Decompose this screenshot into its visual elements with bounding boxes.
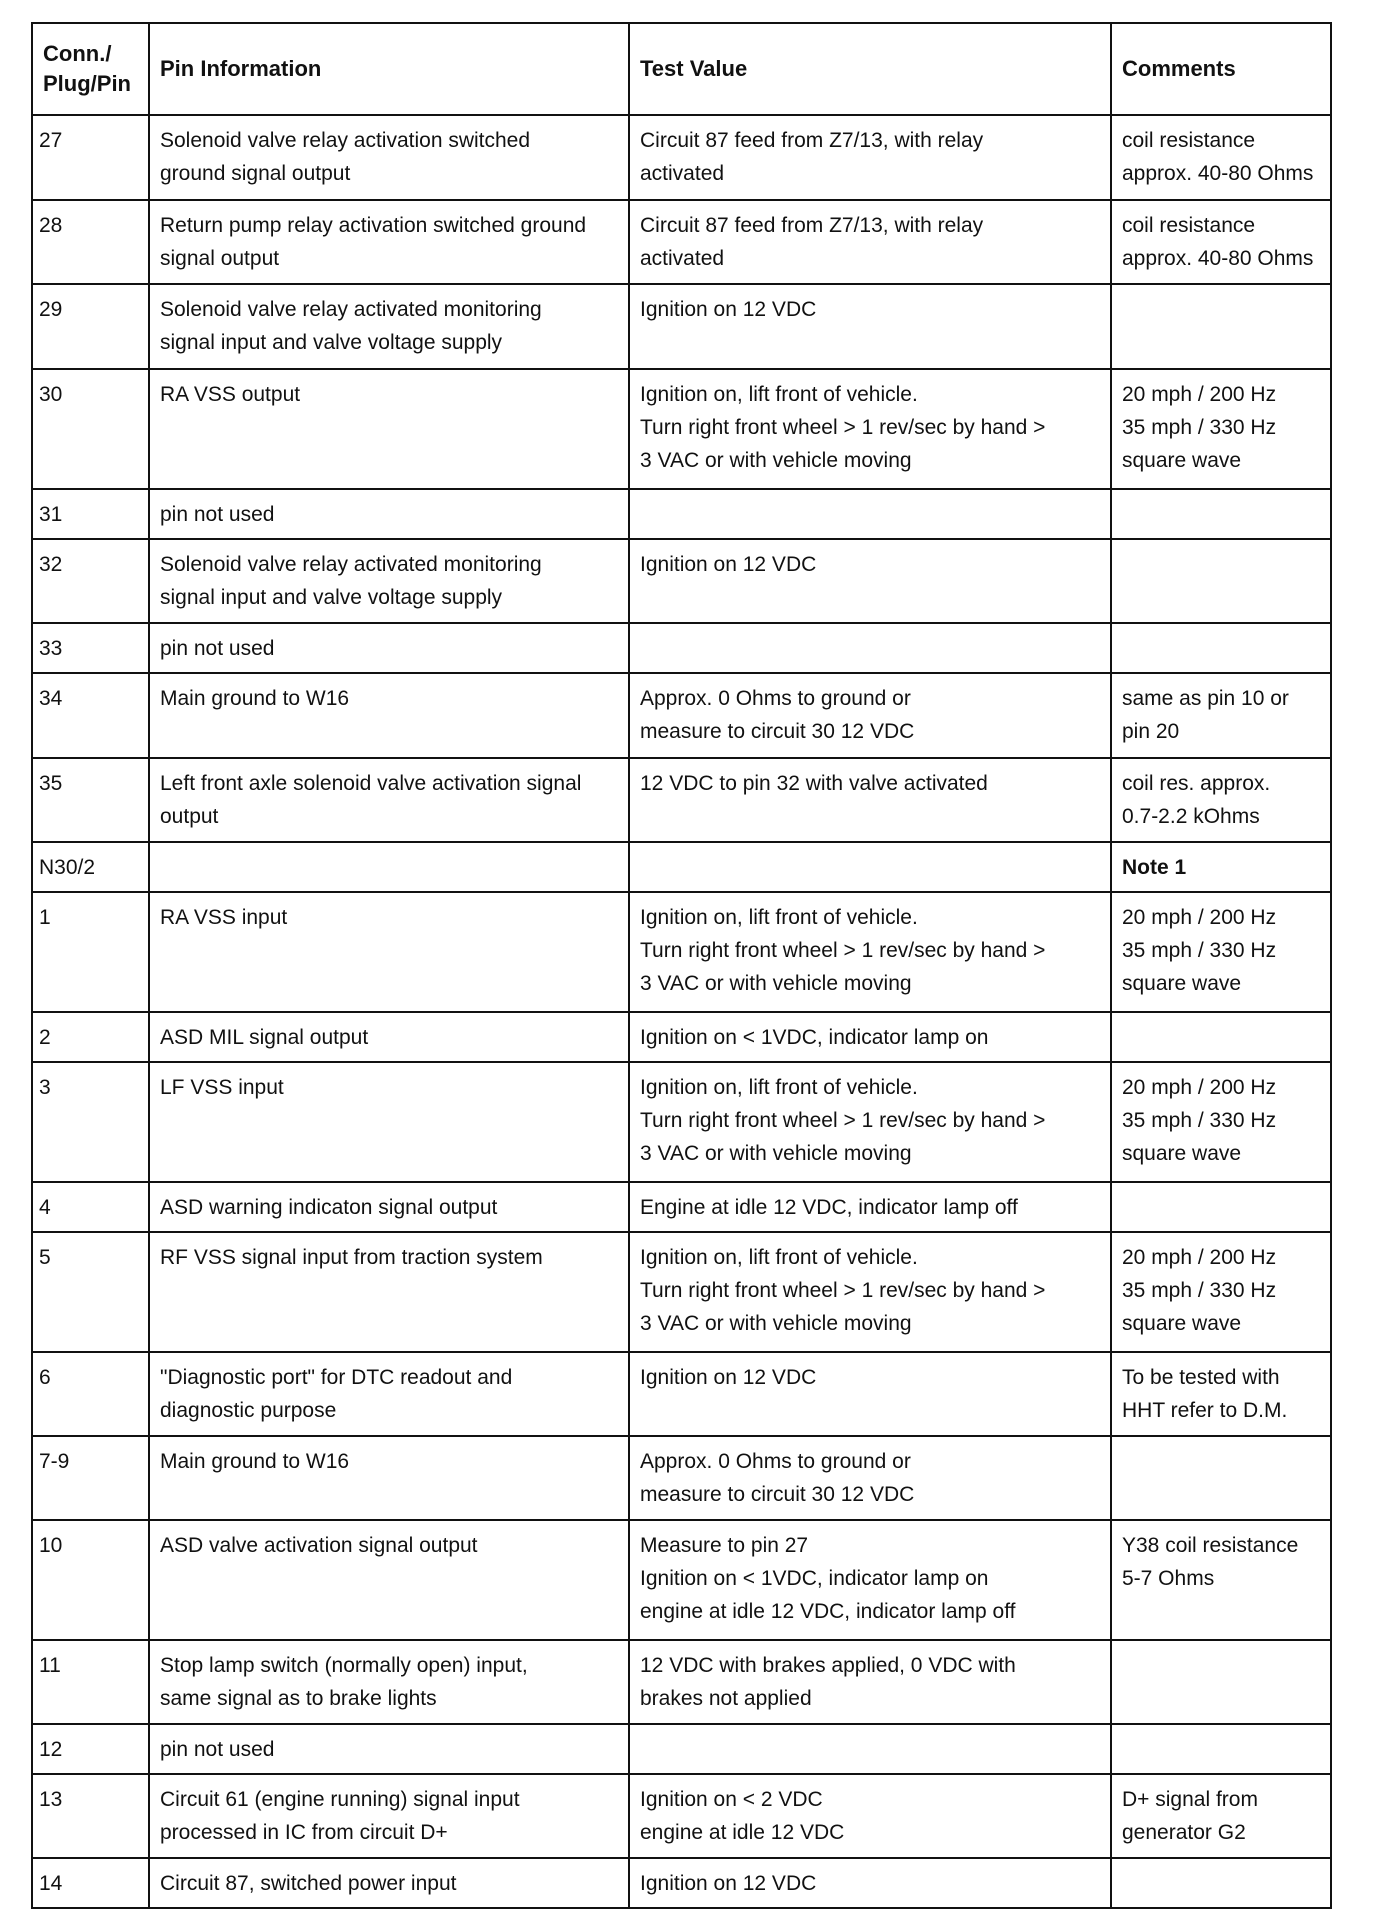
pin-information-cell-text: RF VSS signal input from traction system [160, 1246, 543, 1269]
test-value-cell-text: Ignition on, lift front of vehicle. Turn right front wheel > 1 rev/sec by hand > 3 VAC or with vehicle moving [640, 906, 1046, 995]
pin-information-cell [149, 1520, 629, 1640]
test-value-cell-text: 12 VDC to pin 32 with valve activated [640, 772, 988, 795]
test-value-cell [629, 539, 1111, 623]
pin-cell [32, 1232, 149, 1352]
pin-information-cell-text: Left front axle solenoid valve activation signal output [160, 772, 582, 828]
pin-cell-text: 5 [39, 1246, 51, 1269]
pin-cell-text: 27 [39, 129, 63, 152]
header-conn-plug-pin: Conn./ Plug/Pin [32, 23, 149, 115]
pin-information-cell [149, 1858, 629, 1908]
table-row [32, 1724, 1331, 1774]
comments-cell [1111, 842, 1331, 892]
test-value-cell-text: Approx. 0 Ohms to ground or measure to circuit 30 12 VDC [640, 1450, 915, 1506]
pin-information-cell [149, 892, 629, 1012]
table-row [32, 1182, 1331, 1232]
table-row [32, 1232, 1331, 1352]
test-value-cell [629, 489, 1111, 539]
pin-information-cell-text: Solenoid valve relay activated monitoring signal input and valve voltage supply [160, 298, 542, 354]
comments-cell-text: coil resistance approx. 40-80 Ohms [1122, 214, 1314, 270]
pin-information-cell-text: ASD valve activation signal output [160, 1534, 478, 1557]
pin-cell-text: 14 [39, 1872, 63, 1895]
comments-cell-text: Note 1 [1122, 856, 1187, 879]
pin-information-cell-text: Main ground to W16 [160, 1450, 350, 1473]
pin-cell [32, 115, 149, 200]
pin-information-cell [149, 1774, 629, 1858]
pin-information-cell-text: pin not used [160, 637, 275, 660]
test-value-cell-text: Approx. 0 Ohms to ground or measure to circuit 30 12 VDC [640, 687, 915, 743]
pin-cell [32, 489, 149, 539]
table-row [32, 1858, 1331, 1908]
comments-cell [1111, 200, 1331, 284]
table-row [32, 673, 1331, 758]
pin-information-sheet [31, 22, 1330, 1909]
test-value-cell [629, 758, 1111, 842]
test-value-cell [629, 623, 1111, 673]
pin-cell-text: 10 [39, 1534, 63, 1557]
table-row [32, 284, 1331, 369]
pin-cell-text: 34 [39, 687, 63, 710]
test-value-cell [629, 1012, 1111, 1062]
table-row [32, 200, 1331, 284]
comments-cell [1111, 1724, 1331, 1774]
table-row [32, 1640, 1331, 1724]
comments-cell [1111, 1520, 1331, 1640]
pin-information-cell [149, 1012, 629, 1062]
test-value-cell-text: Ignition on, lift front of vehicle. Turn right front wheel > 1 rev/sec by hand > 3 VAC or with vehicle moving [640, 1246, 1046, 1335]
pin-information-cell-text: LF VSS input [160, 1076, 284, 1099]
test-value-cell [629, 1232, 1111, 1352]
test-value-cell [629, 1352, 1111, 1436]
comments-cell [1111, 1352, 1331, 1436]
test-value-cell [629, 1062, 1111, 1182]
pin-cell [32, 1858, 149, 1908]
header-row [32, 23, 1331, 115]
pin-information-cell [149, 115, 629, 200]
pin-information-cell-text: RA VSS input [160, 906, 288, 929]
comments-cell-text: coil resistance approx. 40-80 Ohms [1122, 129, 1314, 185]
pin-information-cell [149, 758, 629, 842]
test-value-cell [629, 1640, 1111, 1724]
pin-cell-text: 12 [39, 1738, 63, 1761]
comments-cell [1111, 1774, 1331, 1858]
pin-cell-text: 6 [39, 1366, 51, 1389]
pin-cell [32, 539, 149, 623]
table-row [32, 842, 1331, 892]
test-value-cell-text: Ignition on 12 VDC [640, 298, 817, 321]
table-row [32, 892, 1331, 1012]
pin-information-cell-text: "Diagnostic port" for DTC readout and diagnostic purpose [160, 1366, 513, 1422]
comments-cell [1111, 1436, 1331, 1520]
pin-cell-text: 2 [39, 1026, 51, 1049]
test-value-cell-text: 12 VDC with brakes applied, 0 VDC with brakes not applied [640, 1654, 1016, 1710]
comments-cell [1111, 673, 1331, 758]
comments-cell-text: Y38 coil resistance 5-7 Ohms [1122, 1534, 1299, 1590]
pin-cell [32, 200, 149, 284]
table-row [32, 1436, 1331, 1520]
comments-cell [1111, 1062, 1331, 1182]
pin-cell [32, 1352, 149, 1436]
pin-cell-text: N30/2 [39, 856, 96, 879]
pin-information-cell [149, 1640, 629, 1724]
comments-cell [1111, 284, 1331, 369]
test-value-cell [629, 1858, 1111, 1908]
comments-cell [1111, 115, 1331, 200]
test-value-cell-text: Ignition on 12 VDC [640, 553, 817, 576]
comments-cell [1111, 1858, 1331, 1908]
comments-cell [1111, 623, 1331, 673]
comments-cell-text: coil res. approx. 0.7-2.2 kOhms [1122, 772, 1271, 828]
header-test-value: Test Value [629, 23, 1111, 115]
pin-cell-text: 3 [39, 1076, 51, 1099]
pin-cell [32, 1062, 149, 1182]
test-value-cell-text: Ignition on, lift front of vehicle. Turn right front wheel > 1 rev/sec by hand > 3 VAC or with vehicle moving [640, 383, 1046, 472]
test-value-cell-text: Ignition on < 2 VDC engine at idle 12 VDC [640, 1788, 845, 1844]
table-row [32, 539, 1331, 623]
test-value-cell-text: Ignition on 12 VDC [640, 1872, 817, 1895]
test-value-cell [629, 1724, 1111, 1774]
pin-cell [32, 1724, 149, 1774]
pin-information-cell [149, 1232, 629, 1352]
comments-cell [1111, 758, 1331, 842]
pin-cell [32, 673, 149, 758]
pin-information-cell [149, 1724, 629, 1774]
test-value-cell [629, 1182, 1111, 1232]
header-pin-information: Pin Information [149, 23, 629, 115]
table-row [32, 1520, 1331, 1640]
pin-cell [32, 758, 149, 842]
pin-information-cell-text: Return pump relay activation switched ground signal output [160, 214, 587, 270]
pin-cell-text: 11 [39, 1654, 61, 1677]
pin-cell-text: 28 [39, 214, 63, 237]
table-row [32, 115, 1331, 200]
header-comments: Comments [1111, 23, 1331, 115]
pin-information-cell-text: ASD MIL signal output [160, 1026, 369, 1049]
pin-cell [32, 623, 149, 673]
pin-information-cell [149, 842, 629, 892]
comments-cell [1111, 892, 1331, 1012]
test-value-cell [629, 200, 1111, 284]
pin-cell [32, 1436, 149, 1520]
pin-information-cell [149, 369, 629, 489]
comments-cell-text: D+ signal from generator G2 [1122, 1788, 1258, 1844]
pin-information-cell-text: ASD warning indicaton signal output [160, 1196, 498, 1219]
test-value-cell [629, 115, 1111, 200]
pin-cell-text: 32 [39, 553, 63, 576]
pin-information-cell [149, 284, 629, 369]
table-row [32, 758, 1331, 842]
test-value-cell [629, 1436, 1111, 1520]
pin-cell [32, 1012, 149, 1062]
pin-information-cell-text: Solenoid valve relay activation switched ground signal output [160, 129, 531, 185]
test-value-cell-text: Measure to pin 27 Ignition on < 1VDC, indicator lamp on engine at idle 12 VDC, indicator lamp off [640, 1534, 1016, 1623]
pin-cell-text: 13 [39, 1788, 63, 1811]
pin-information-cell-text: Circuit 87, switched power input [160, 1872, 457, 1895]
pin-information-cell [149, 539, 629, 623]
test-value-cell-text: Ignition on 12 VDC [640, 1366, 817, 1389]
comments-cell-text: 20 mph / 200 Hz 35 mph / 330 Hz square wave [1122, 906, 1277, 995]
pin-cell-text: 1 [39, 906, 51, 929]
pin-information-cell [149, 1062, 629, 1182]
test-value-cell [629, 673, 1111, 758]
pin-information-cell-text: Main ground to W16 [160, 687, 350, 710]
test-value-cell [629, 369, 1111, 489]
pin-information-cell-text: pin not used [160, 503, 275, 526]
pin-cell [32, 369, 149, 489]
pin-cell [32, 1640, 149, 1724]
table-row [32, 369, 1331, 489]
pin-cell-text: 4 [39, 1196, 51, 1219]
table-row [32, 623, 1331, 673]
pin-information-cell-text: pin not used [160, 1738, 275, 1761]
table-row [32, 1012, 1331, 1062]
table-body [32, 115, 1331, 1908]
test-value-cell [629, 892, 1111, 1012]
comments-cell [1111, 369, 1331, 489]
pin-information-cell [149, 1436, 629, 1520]
comments-cell [1111, 1232, 1331, 1352]
pin-information-cell-text: Solenoid valve relay activated monitoring signal input and valve voltage supply [160, 553, 542, 609]
pin-information-cell [149, 1352, 629, 1436]
test-value-cell-text: Engine at idle 12 VDC, indicator lamp off [640, 1196, 1018, 1219]
test-value-cell-text: Circuit 87 feed from Z7/13, with relay activated [640, 129, 984, 185]
comments-cell [1111, 489, 1331, 539]
table-row [32, 1352, 1331, 1436]
pin-cell [32, 1182, 149, 1232]
table-row [32, 489, 1331, 539]
pin-cell-text: 31 [39, 503, 63, 526]
pin-information-cell [149, 489, 629, 539]
pin-information-cell [149, 200, 629, 284]
comments-cell-text: 20 mph / 200 Hz 35 mph / 330 Hz square wave [1122, 383, 1277, 472]
pin-information-cell-text: Stop lamp switch (normally open) input, same signal as to brake lights [160, 1654, 528, 1710]
test-value-cell-text: Ignition on < 1VDC, indicator lamp on [640, 1026, 989, 1049]
test-value-cell [629, 284, 1111, 369]
comments-cell-text: 20 mph / 200 Hz 35 mph / 330 Hz square wave [1122, 1076, 1277, 1165]
test-value-cell [629, 1774, 1111, 1858]
pin-information-cell [149, 623, 629, 673]
pin-cell [32, 842, 149, 892]
pin-information-cell-text: Circuit 61 (engine running) signal input processed in IC from circuit D+ [160, 1788, 520, 1844]
pin-information-cell [149, 673, 629, 758]
comments-cell-text: 20 mph / 200 Hz 35 mph / 330 Hz square wave [1122, 1246, 1277, 1335]
pin-information-cell [149, 1182, 629, 1232]
comments-cell [1111, 539, 1331, 623]
comments-cell-text: same as pin 10 or pin 20 [1122, 687, 1289, 743]
pin-table [31, 22, 1332, 1909]
test-value-cell-text: Ignition on, lift front of vehicle. Turn right front wheel > 1 rev/sec by hand > 3 VAC or with vehicle moving [640, 1076, 1046, 1165]
comments-cell [1111, 1640, 1331, 1724]
comments-cell-text: To be tested with HHT refer to D.M. [1122, 1366, 1288, 1422]
pin-cell-text: 29 [39, 298, 63, 321]
test-value-cell [629, 842, 1111, 892]
table-row [32, 1774, 1331, 1858]
pin-cell [32, 1774, 149, 1858]
pin-cell-text: 33 [39, 637, 63, 660]
comments-cell [1111, 1012, 1331, 1062]
pin-cell-text: 30 [39, 383, 63, 406]
pin-cell [32, 1520, 149, 1640]
pin-cell-text: 7-9 [39, 1450, 70, 1473]
table-row [32, 1062, 1331, 1182]
test-value-cell [629, 1520, 1111, 1640]
pin-cell [32, 284, 149, 369]
pin-cell-text: 35 [39, 772, 63, 795]
pin-information-cell-text: RA VSS output [160, 383, 301, 406]
pin-cell [32, 892, 149, 1012]
test-value-cell-text: Circuit 87 feed from Z7/13, with relay activated [640, 214, 984, 270]
comments-cell [1111, 1182, 1331, 1232]
